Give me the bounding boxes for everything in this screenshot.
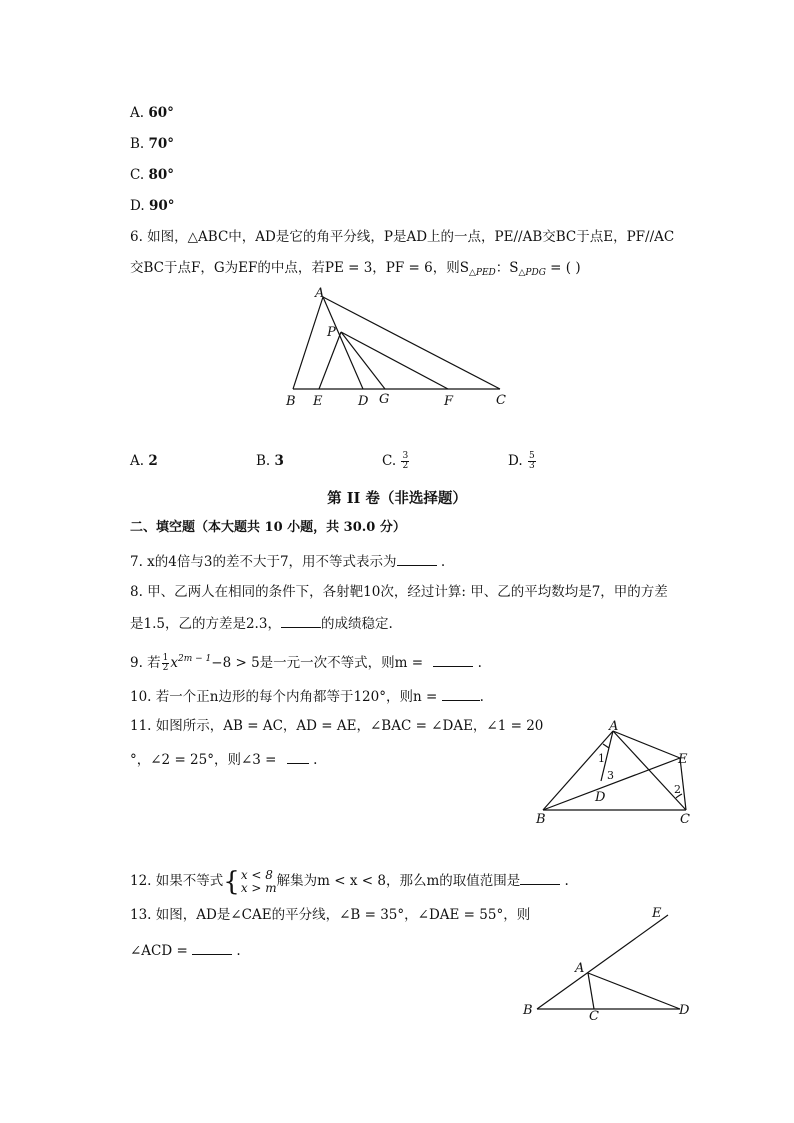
q6-segment-ab bbox=[293, 297, 323, 389]
q8-line-2: 是1.5，乙的方差是2.3， 的成绩稳定. bbox=[130, 613, 393, 633]
q10-answer-blank[interactable] bbox=[442, 686, 480, 701]
q13-ray-be bbox=[537, 915, 668, 1009]
q11-segment-be bbox=[543, 758, 680, 810]
q6-label-g: G bbox=[379, 392, 390, 407]
q11-label-e: E bbox=[678, 752, 688, 767]
q11-label-a: A bbox=[609, 719, 619, 734]
q12: 12. 如果不等式{ x < 8 x > m 解集为m < x < 8，那么m的取值范围是 . bbox=[130, 866, 569, 897]
q6-option-c: C. $\frac{3}{2}$ bbox=[382, 451, 409, 471]
q6-segment-pe bbox=[319, 332, 341, 389]
q11-segment-ae bbox=[613, 731, 680, 758]
q5-option-a: A. 60° bbox=[130, 105, 174, 121]
q11-angle-1-mark bbox=[603, 744, 609, 748]
q11-label-c: C bbox=[680, 812, 690, 827]
q13-line-2: ∠ACD = . bbox=[130, 940, 241, 960]
q6-label-p: P bbox=[327, 325, 336, 340]
q11-segment-ac bbox=[613, 731, 686, 810]
q5-option-b: B. 70° bbox=[130, 136, 175, 152]
q6-label-c: C bbox=[496, 393, 506, 408]
q6-line-1: 6. 如图，△ABC中，AD是它的角平分线，P是AD上的一点，PE//AB交BC于点E，PF//AC bbox=[130, 229, 675, 245]
q11-label-2: 2 bbox=[674, 783, 681, 796]
q6-label-b: B bbox=[286, 394, 296, 409]
q11-label-d: D bbox=[595, 790, 606, 805]
q7: 7. x的4倍与3的差不大于7，用不等式表示为 . bbox=[130, 551, 445, 571]
q5-option-c: C. 80° bbox=[130, 167, 174, 183]
q13-segment-ac bbox=[588, 973, 594, 1009]
q6-label-e: E bbox=[313, 394, 323, 409]
q13-label-d: D bbox=[679, 1003, 690, 1018]
q11-label-b: B bbox=[536, 812, 546, 827]
q6-segment-pf bbox=[341, 332, 448, 389]
q13-line-1: 13. 如图，AD是∠CAE的平分线，∠B = 35°，∠DAE = 55°，则 bbox=[130, 907, 531, 923]
q7-answer-blank[interactable] bbox=[397, 551, 437, 566]
q10: 10. 若一个正n边形的每个内角都等于120°，则n = . bbox=[130, 686, 484, 706]
q13-label-a: A bbox=[575, 961, 585, 976]
q6-label-f: F bbox=[444, 394, 454, 409]
q6-segment-pg bbox=[341, 332, 385, 389]
q6-option-d: D. $\frac{5}{3}$ bbox=[508, 451, 535, 471]
q6-label-a: A bbox=[315, 286, 325, 301]
q9: 9. 若 $\frac{1}{2}$ $x^{2m - 1}-8 > 5$是一元一次不等式，则m = . bbox=[130, 653, 482, 673]
q8-answer-blank[interactable] bbox=[281, 613, 321, 628]
q13-label-b: B bbox=[523, 1003, 533, 1018]
q11-label-3: 3 bbox=[607, 769, 614, 782]
q11-label-1: 1 bbox=[598, 752, 605, 765]
q9-answer-blank[interactable] bbox=[433, 652, 473, 667]
q8-line-1: 8. 甲、乙两人在相同的条件下，各射靶10次，经过计算: 甲、乙的平均数均是7，甲的方差 bbox=[130, 584, 668, 600]
q12-answer-blank[interactable] bbox=[520, 870, 560, 885]
q6-label-d: D bbox=[358, 394, 369, 409]
part2-title: 第 II 卷（非选择题） bbox=[327, 490, 467, 507]
q11-answer-blank[interactable] bbox=[287, 749, 309, 764]
q13-label-e: E bbox=[652, 906, 662, 921]
q5-option-d: D. 90° bbox=[130, 198, 175, 214]
q6-figure bbox=[280, 280, 520, 410]
q11-figure bbox=[530, 718, 700, 828]
q13-answer-blank[interactable] bbox=[192, 940, 232, 955]
q6-option-b: B. 3 bbox=[256, 453, 284, 469]
q11-line-2: °，∠2 = 25°，则∠3 = . bbox=[130, 749, 317, 769]
q6-line-2: 交BC于点F，G为EF的中点，若PE = 3，PF = 6，则$S_{\triangle PED}$：$S_{\triangle PDG}$ = ( ) bbox=[130, 260, 581, 278]
q6-option-a: A. 2 bbox=[130, 453, 158, 469]
q11-line-1: 11. 如图所示，AB = AC，AD = AE，∠BAC = ∠DAE，∠1 = 20 bbox=[130, 718, 544, 734]
q6-segment-ad bbox=[323, 297, 363, 389]
q13-label-c: C bbox=[589, 1009, 599, 1024]
q13-figure bbox=[515, 900, 705, 1025]
q13-segment-ad bbox=[588, 973, 680, 1009]
section2-heading: 二、填空题（本大题共 10 小题，共 30.0 分） bbox=[130, 520, 406, 535]
